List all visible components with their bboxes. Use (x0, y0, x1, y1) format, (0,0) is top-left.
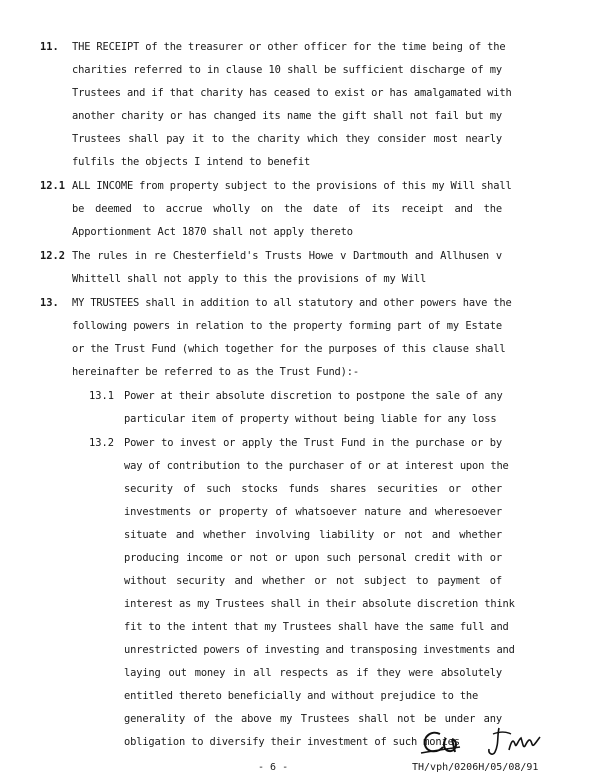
clause-line: another charity or has changed its name the gift shall not fail but my (72, 110, 502, 122)
clause-line: Trustees and if that charity has ceased to exist or has amalgamated with (72, 87, 512, 99)
clause-line: particular item of property without being liable for any loss (124, 413, 497, 425)
clause-line: situate and whether involving liability or not and whether (124, 529, 502, 541)
clause-line: Apportionment Act 1870 shall not apply thereto (72, 226, 353, 238)
clause-line: fulfils the objects I intend to benefit (72, 156, 311, 168)
clause-line: Power to invest or apply the Trust Fund in the purchase or by (124, 437, 502, 449)
initials-signature-2 (485, 722, 543, 758)
clause-line: Power at their absolute discretion to postpone the sale of any (124, 390, 503, 402)
clause-line: The rules in re Chesterfield's Trusts Howe v Dartmouth and Allhusen v (72, 250, 502, 262)
clause-line: or the Trust Fund (which together for the purposes of this clause shall (72, 343, 506, 355)
clause-line: following powers in relation to the property forming part of my Estate (72, 320, 502, 332)
clause-line: without security and whether or not subject to payment of (124, 575, 502, 587)
clause-line: charities referred to in clause 10 shall be sufficient discharge of my (72, 64, 502, 76)
clause-line: hereinafter be referred to as the Trust Fund):- (72, 366, 359, 378)
clause-line: ALL INCOME from property subject to the provisions of this my Will shall (72, 180, 512, 192)
clause-line: THE RECEIPT of the treasurer or other officer for the time being of the (72, 41, 506, 53)
clause-line: generality of the above my Trustees shall not be under any (124, 713, 502, 725)
clause-number: 11. (40, 41, 59, 53)
clause-line: interest as my Trustees shall in their absolute discretion think (124, 598, 515, 610)
page-number: - 6 - (258, 762, 289, 773)
clause-line: producing income or not or upon such personal credit with or (124, 552, 502, 564)
clause-number: 13. (40, 297, 59, 309)
clause-line: entitled thereto beneficially and without prejudice to the (124, 690, 479, 702)
clause-line: MY TRUSTEES shall in addition to all statutory and other powers have the (72, 297, 512, 309)
clause-line: be deemed to accrue wholly on the date of its receipt and the (72, 203, 502, 215)
clause-line: fit to the intent that my Trustees shall have the same full and (124, 621, 509, 633)
clause-line: Trustees shall pay it to the charity which they consider most nearly (72, 133, 502, 145)
subclause-number: 13.2 (89, 437, 115, 449)
initials-signature-1 (418, 726, 462, 758)
clause-line: way of contribution to the purchaser of or at interest upon the (124, 460, 509, 472)
subclause-number: 13.1 (89, 390, 115, 402)
clause-line: obligation to diversify their investment of such monies (124, 736, 460, 748)
clause-number: 12.1 (40, 180, 66, 192)
clause-line: security of such stocks funds shares securities or other (124, 483, 502, 495)
clause-line: laying out money in all respects as if they were absolutely (124, 667, 502, 679)
clause-line: investments or property of whatsoever nature and wheresoever (124, 506, 502, 518)
clause-number: 12.2 (40, 250, 66, 262)
clause-line: unrestricted powers of investing and transposing investments and (124, 644, 515, 656)
clause-line: Whittell shall not apply to this the provisions of my Will (72, 273, 427, 285)
document-reference: TH/vph/0206H/05/08/91 (412, 762, 539, 773)
